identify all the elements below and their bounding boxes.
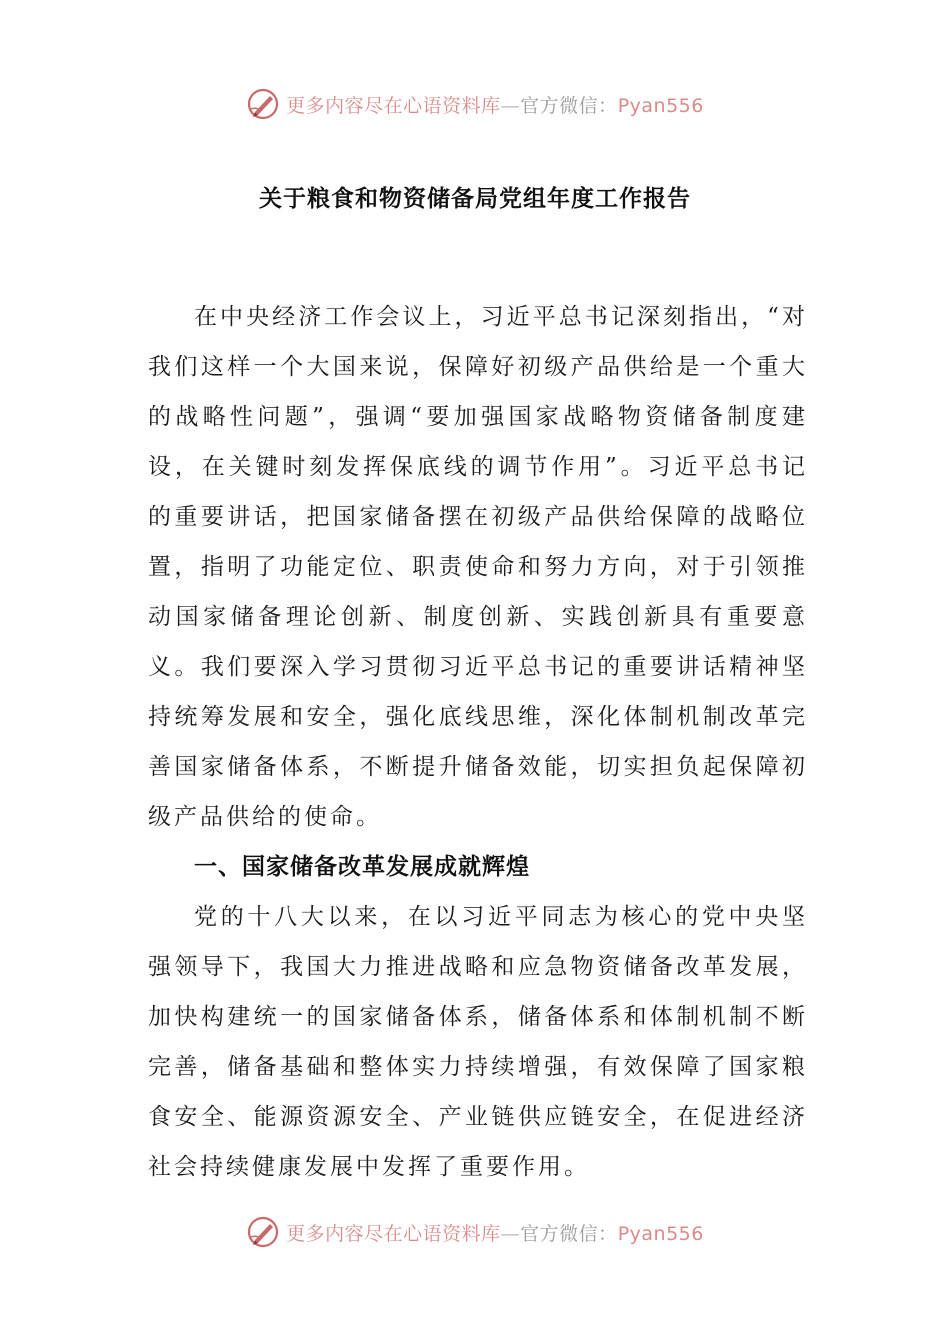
watermark-dash: — [500, 94, 521, 117]
header-watermark [0, 84, 950, 124]
watermark-dash: — [500, 1222, 521, 1245]
document-body [148, 292, 808, 1192]
pen-in-circle-icon [246, 1215, 280, 1249]
footer-watermark [0, 1212, 950, 1252]
watermark-label: 官方微信： [520, 94, 618, 117]
section-heading-1: 一、国家储备改革发展成就辉煌 [194, 854, 530, 880]
watermark-wechat-id: Pyan556 [617, 1222, 704, 1245]
pen-in-circle-icon [246, 87, 280, 121]
paragraph-1: 在中央经济工作会议上，习近平总书记深刻指出，“对我们这样一个大国来说，保障好初级产品供给是一个重大的战略性问题”，强调“要加强国家战略物资储备制度建设，在关键时刻发挥保底线的调节作用”。习近平总书记的重要讲话，把国家储备摆在初级产品供给保障的战略位置，指明了功能定位、职责使命和努力方向，对于引领推动国家储备理论创新、制度创新、实践创新具有重要意义。我们要深入学习贯彻习近平总书记的重要讲话精神坚持统筹发展和安全，强化底线思维，深化体制机制改革完善国家储备体系，不断提升储备效能，切实担负起保障初级产品供给的使命。 [148, 304, 808, 830]
watermark-wechat-id: Pyan556 [617, 94, 704, 117]
watermark-brand: 更多内容尽在心语资料库 [286, 94, 501, 117]
paragraph-2: 党的十八大以来，在以习近平同志为核心的党中央坚强领导下，我国大力推进战略和应急物资储备改革发展，加快构建统一的国家储备体系，储备体系和体制机制不断完善，储备基础和整体实力持续增强，有效保障了国家粮食安全、能源资源安全、产业链供应链安全，在促进经济社会持续健康发展中发挥了重要作用。 [148, 904, 808, 1180]
watermark-text [286, 91, 704, 118]
watermark-text [286, 1219, 704, 1246]
watermark-label: 官方微信： [520, 1222, 618, 1245]
document-title: 关于粮食和物资储备局党组年度工作报告 [259, 186, 691, 212]
watermark-brand: 更多内容尽在心语资料库 [286, 1222, 501, 1245]
